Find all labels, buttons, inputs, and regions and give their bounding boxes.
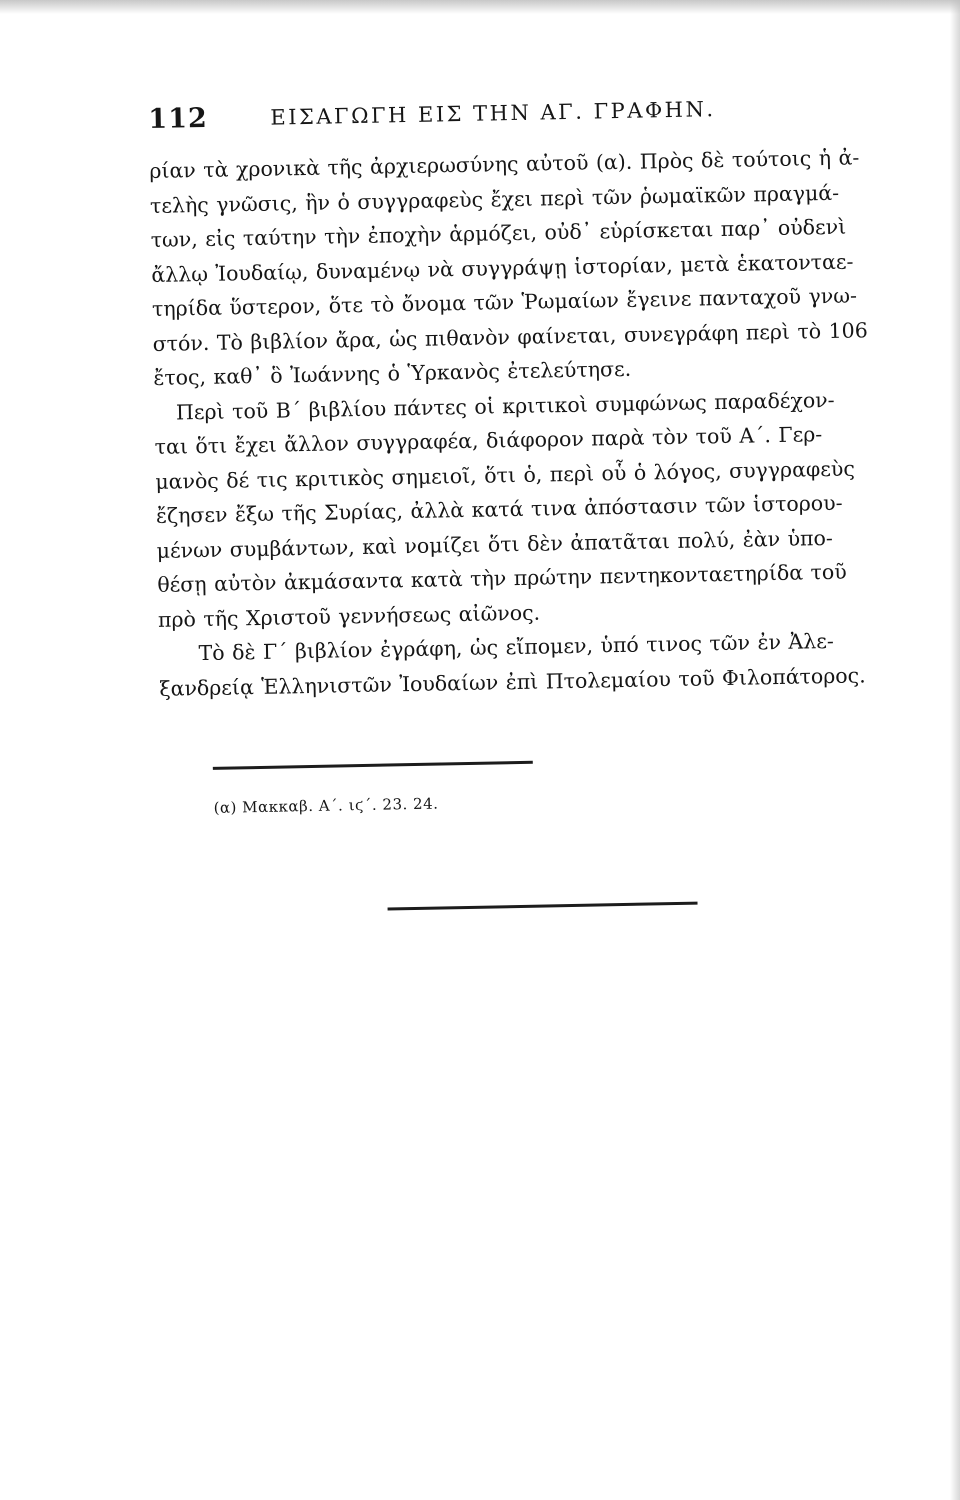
running-title: ΕΙΣΑΓΩΓΗ ΕΙΣ ΤΗΝ ΑΓ. ΓΡΑΦΗΝ. bbox=[270, 97, 716, 130]
text-line: μανὸς δέ τις κριτικὸς σημειοῖ, ὅτι ὁ, περὶ οὗ ὁ λόγος, συγγραφεὺς bbox=[155, 456, 856, 494]
running-head bbox=[148, 86, 869, 146]
text-line: ἔτος, καθ᾽ ὃ Ἰωάννης ὁ Ὑρκανὸς ἐτελεύτησε. bbox=[153, 356, 632, 390]
text-line: θέσῃ αὐτὸν ἀκμάσαντα κατὰ τὴν πρώτην πεντηκονταετηρίδα τοῦ bbox=[157, 559, 847, 597]
book-page bbox=[148, 86, 880, 817]
text-line: τηρίδα ὕστερον, ὅτε τὸ ὄνομα τῶν Ῥωμαίων ἔγεινε πανταχοῦ γνω- bbox=[151, 283, 858, 321]
paragraph-start-line: Περὶ τοῦ Β´ βιβλίου πάντες οἱ κριτικοὶ συμφώνως παραδέχον- bbox=[175, 387, 835, 425]
text-line: των, εἰς ταύτην τὴν ἐποχὴν ἁρμόζει, οὐδ᾽ εὑρίσκεται παρ᾽ οὐδενὶ bbox=[150, 214, 847, 252]
body-text bbox=[149, 141, 868, 706]
text-line: μένων συμβάντων, καὶ νομίζει ὅτι δὲν ἀπατᾶται πολύ, ἐὰν ὑπο- bbox=[156, 525, 833, 563]
end-rule bbox=[388, 902, 698, 911]
text-line: πρὸ τῆς Χριστοῦ γεννήσεως αἰῶνος. bbox=[157, 600, 541, 632]
text-line: στόν. Τὸ βιβλίον ἄρα, ὡς πιθανὸν φαίνεται, συνεγράφη περὶ τὸ 106 bbox=[152, 317, 868, 356]
text-line: τελὴς γνῶσις, ἣν ὁ συγγραφεὺς ἔχει περὶ τῶν ῥωμαϊκῶν πραγμά- bbox=[149, 180, 840, 218]
text-line: ἄλλῳ Ἰουδαίῳ, δυναμένῳ νὰ συγγράψῃ ἱστορίαν, μετὰ ἑκατονταε- bbox=[151, 248, 854, 287]
footnote: (α) Μακκαβ. Α´. ιϛ´. 23. 24. bbox=[213, 794, 439, 817]
footnote-rule bbox=[213, 761, 533, 770]
paragraph-start-line: Τὸ δὲ Γ´ βιβλίον ἐγράφη, ὡς εἴπομεν, ὑπό τινος τῶν ἐν Ἀλε- bbox=[198, 628, 834, 666]
text-line: ἔζησεν ἔξω τῆς Συρίας, ἀλλὰ κατά τινα ἀπόστασιν τῶν ἱστορου- bbox=[155, 490, 843, 528]
text-line: ξανδρείᾳ Ἑλληνιστῶν Ἰουδαίων ἐπὶ Πτολεμαίου τοῦ Φιλοπάτορος. bbox=[159, 662, 866, 701]
text-line: ρίαν τὰ χρονικὰ τῆς ἀρχιερωσύνης αὐτοῦ (α). Πρὸς δὲ τούτοις ἡ ἀ- bbox=[149, 145, 860, 183]
text-line: ται ὅτι ἔχει ἄλλον συγγραφέα, διάφορον παρὰ τὸν τοῦ Α´. Γερ- bbox=[154, 422, 823, 459]
scan-shadow-right bbox=[950, 0, 960, 1500]
page-number: 112 bbox=[148, 102, 209, 135]
scan-shadow-top bbox=[0, 0, 960, 14]
